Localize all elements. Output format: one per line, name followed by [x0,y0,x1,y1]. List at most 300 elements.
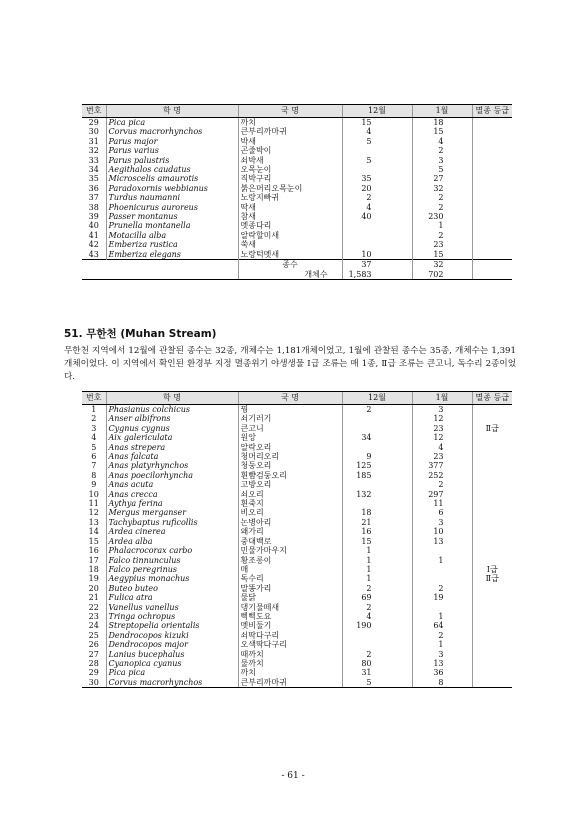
january-count: 1 [412,221,472,230]
row-number: 19 [88,574,99,584]
scientific-name: Cygnus cygnus [106,424,238,433]
december-count: 1 [342,546,412,555]
row-number: 23 [88,611,99,621]
korean-name: 멧비둘기 [238,621,342,630]
korean-name: 까치 [238,118,342,128]
scientific-name: Falco tinnunculus [106,556,238,565]
endangered-grade [472,156,512,165]
korean-name: 오목눈이 [238,165,342,174]
endangered-grade [472,631,512,640]
row-number: 6 [91,452,97,462]
january-count: 32 [412,184,472,193]
row-number: 8 [91,470,97,480]
row-number: 1 [91,405,97,414]
january-count: 230 [412,212,472,221]
december-count: 2 [342,193,412,202]
table-row [82,518,512,527]
table-header-row [82,105,512,118]
table-row [82,433,512,442]
january-count [412,603,472,612]
january-count [412,574,472,583]
table-row [82,650,512,659]
table-row [82,621,512,630]
row-number: 39 [88,212,99,222]
january-count: 1 [412,612,472,621]
table-row [82,184,512,193]
december-count: 1 [342,574,412,583]
january-count: 12 [412,414,472,423]
december-count: 125 [342,461,412,470]
endangered-grade [472,433,512,442]
scientific-name: Corvus macrorhynchos [106,127,238,136]
scientific-name: Fulica atra [106,593,238,602]
korean-name: 청머리오리 [238,452,342,461]
january-count: 4 [412,443,472,452]
row-number: 16 [88,546,99,556]
table-row [82,584,512,593]
endangered-grade [472,452,512,461]
row-number: 43 [88,249,99,259]
scientific-name: Anas poecilorhyncha [106,471,238,480]
endangered-grade [472,499,512,508]
table-row [82,499,512,508]
korean-name: 오색딱다구리 [238,640,342,649]
january-count: 13 [412,537,472,546]
korean-name: 붉은머리오목눈이 [238,184,342,193]
row-number: 35 [88,174,99,184]
scientific-name: Aegypius monachus [106,574,238,583]
december-count: 5 [342,678,412,688]
december-count [342,414,412,423]
row-number: 30 [88,127,99,137]
january-count: 23 [412,452,472,461]
scientific-name: Vanellus vanellus [106,603,238,612]
row-number: 21 [88,593,99,603]
table-row [82,480,512,489]
december-count [342,631,412,640]
december-count: 34 [342,433,412,442]
table-row [82,443,512,452]
table-row [82,678,512,688]
korean-name: 흰뺨검둥오리 [238,471,342,480]
scientific-name: Ardea alba [106,537,238,546]
scientific-name: Anser albifrons [106,414,238,423]
korean-name: 말똥가리 [238,584,342,593]
table-row [82,174,512,183]
endangered-grade [472,603,512,612]
species-table-1 [82,104,512,280]
january-count: 2 [412,231,472,240]
january-count: 2 [412,193,472,202]
endangered-grade [472,461,512,470]
endangered-grade [472,405,512,415]
scientific-name: Dendrocopos kizuki [106,631,238,640]
december-count: 18 [342,508,412,517]
january-count: 6 [412,508,472,517]
korean-name: 쑥새 [238,240,342,249]
col-header-december: 12월 [342,105,412,118]
korean-name: 황조롱이 [238,556,342,565]
january-count: 23 [412,240,472,249]
endangered-grade [472,640,512,649]
december-count: 10 [342,250,412,260]
scientific-name: Phalacrocorax carbo [106,546,238,555]
row-number: 38 [88,202,99,212]
col-header-number: 번호 [82,105,106,118]
december-count: 4 [342,612,412,621]
table-row [82,146,512,155]
row-number: 29 [88,668,99,678]
row-number: 32 [88,146,99,156]
scientific-name: Anas falcata [106,452,238,461]
scientific-name: Passer montanus [106,212,238,221]
korean-name: 매 [238,565,342,574]
korean-name: 곤줄박이 [238,146,342,155]
korean-name: 민물가마우지 [238,546,342,555]
row-number: 2 [91,414,97,424]
korean-name: 중대백로 [238,537,342,546]
january-count: 2 [412,203,472,212]
table-row [82,490,512,499]
korean-name: 논병아리 [238,518,342,527]
scientific-name: Turdus naumanni [106,193,238,202]
december-count: 80 [342,659,412,668]
scientific-name: Tachybaptus ruficollis [106,518,238,527]
january-count: 8 [412,678,472,688]
january-count: 13 [412,659,472,668]
january-count [412,546,472,555]
december-count: 5 [342,137,412,146]
scientific-name: Motacilla alba [106,231,238,240]
endangered-grade [472,537,512,546]
korean-name: 큰부리까마귀 [238,127,342,136]
january-count: 2 [412,146,472,155]
december-count: 185 [342,471,412,480]
endangered-grade [472,480,512,489]
korean-name: 참새 [238,212,342,221]
december-count [342,640,412,649]
december-count: 4 [342,203,412,212]
scientific-name: Falco peregrinus [106,565,238,574]
scientific-name: Aythya ferina [106,499,238,508]
scientific-name: Emberiza elegans [106,250,238,260]
endangered-grade [472,668,512,677]
scientific-name: Ardea cinerea [106,527,238,536]
row-number: 36 [88,183,99,193]
korean-name: 흰죽지 [238,499,342,508]
korean-name: 비오리 [238,508,342,517]
korean-name: 왜가리 [238,527,342,536]
korean-name: 알락오리 [238,443,342,452]
row-number: 22 [88,602,99,612]
january-count: 18 [412,118,472,128]
korean-name: 꿩 [238,405,342,415]
december-count: 5 [342,156,412,165]
col-header-number: 번호 [82,392,106,405]
korean-name: 청둥오리 [238,461,342,470]
endangered-grade [472,490,512,499]
table-row [82,137,512,146]
december-count: 4 [342,127,412,136]
col-header-korean-name: 국 명 [238,105,342,118]
endangered-grade [472,184,512,193]
col-header-scientific-name: 학 명 [106,105,238,118]
table-row [82,612,512,621]
endangered-grade [472,137,512,146]
december-count: 132 [342,490,412,499]
december-count [342,146,412,155]
january-count: 27 [412,174,472,183]
endangered-grade [472,593,512,602]
january-count: 5 [412,165,472,174]
row-number: 34 [88,165,99,175]
endangered-grade: Ⅰ급 [472,565,512,574]
table-row [82,471,512,480]
endangered-grade [472,203,512,212]
table-row [82,527,512,536]
section-paragraph: 무한천 지역에서 12월에 관찰된 종수는 32종, 개체수는 1,181개체이었고, 1월에 관찰된 종수는 35종, 개체수는 1,391개체이었다. 이 지역에서 확인된 환경부 지정 멸종위기 야생생물 Ⅰ급 조류는 매 1종, Ⅱ급 조류는 큰고니, 독수리 2종이었다. [64,346,516,382]
endangered-grade [472,527,512,536]
korean-name: 물까치 [238,659,342,668]
row-number: 42 [88,240,99,250]
december-count: 9 [342,452,412,461]
korean-name: 알락할미새 [238,231,342,240]
december-count: 1 [342,565,412,574]
col-header-january: 1월 [412,105,472,118]
january-count: 1 [412,556,472,565]
table-row [82,203,512,212]
endangered-grade [472,221,512,230]
scientific-name: Parus palustris [106,156,238,165]
row-number: 29 [88,118,99,127]
endangered-grade [472,212,512,221]
scientific-name: Phasianus colchicus [106,405,238,415]
row-number: 11 [88,499,99,509]
endangered-grade [472,546,512,555]
december-count: 15 [342,118,412,128]
table-row [82,221,512,230]
endangered-grade [472,443,512,452]
january-count: 19 [412,593,472,602]
table-row [82,574,512,583]
row-number: 30 [82,678,106,688]
table-row [82,546,512,555]
row-number: 41 [88,230,99,240]
row-number: 26 [88,640,99,650]
row-number: 9 [91,480,97,490]
table-row [82,603,512,612]
endangered-grade [472,678,512,688]
endangered-grade [472,231,512,240]
scientific-name: Mergus merganser [106,508,238,517]
individuals-count-january: 702 [412,270,472,280]
january-count: 1 [412,640,472,649]
january-count: 12 [412,433,472,442]
endangered-grade: Ⅱ급 [472,574,512,583]
december-count [342,221,412,230]
scientific-name: Pica pica [106,118,238,128]
endangered-grade [472,240,512,249]
col-header-january: 1월 [412,392,472,405]
table-row [82,452,512,461]
table-row [82,165,512,174]
endangered-grade: Ⅱ급 [472,424,512,433]
korean-name: 댕기물떼새 [238,603,342,612]
species-count-row [82,260,512,270]
scientific-name: Streptopelia orientalis [106,621,238,630]
table-row [82,668,512,677]
endangered-grade [472,621,512,630]
row-number: 5 [91,442,97,452]
table-row [82,537,512,546]
scientific-name: Prunella montanella [106,221,238,230]
january-count: 2 [412,631,472,640]
col-header-korean-name: 국 명 [238,392,342,405]
korean-name: 큰고니 [238,424,342,433]
table-header-row [82,392,512,405]
december-count: 2 [342,650,412,659]
korean-name: 고방오리 [238,480,342,489]
december-count: 1 [342,556,412,565]
korean-name: 쇠박새 [238,156,342,165]
table-row [82,405,512,415]
row-number: 25 [88,630,99,640]
scientific-name: Emberiza rustica [106,240,238,249]
korean-name: 큰부리까마귀 [238,678,342,688]
endangered-grade [472,414,512,423]
korean-name: 노랑지빠귀 [238,193,342,202]
scientific-name: Parus major [106,137,238,146]
row-number: 18 [88,564,99,574]
scientific-name: Anas strepera [106,443,238,452]
table-row [82,556,512,565]
scientific-name: Anas crecca [106,490,238,499]
january-count: 3 [412,156,472,165]
december-count: 2 [342,405,412,415]
january-count: 3 [412,650,472,659]
individuals-count-december: 1,583 [342,270,412,280]
december-count: 190 [342,621,412,630]
scientific-name: Lanius bucephalus [106,650,238,659]
species-count-label: 종수 [238,260,342,270]
table-row [82,593,512,602]
january-count: 252 [412,471,472,480]
scientific-name: Aegithalos caudatus [106,165,238,174]
december-count: 15 [342,537,412,546]
section-title: 51. 무한천 (Muhan Stream) [64,328,217,340]
korean-name: 때까치 [238,650,342,659]
row-number: 31 [88,136,99,146]
table-row [82,414,512,423]
december-count: 21 [342,518,412,527]
table-row [82,461,512,470]
january-count: 64 [412,621,472,630]
scientific-name: Aix galericulata [106,433,238,442]
december-count: 40 [342,212,412,221]
january-count: 3 [412,518,472,527]
scientific-name: Paradoxornis webbianus [106,184,238,193]
december-count [342,443,412,452]
endangered-grade [472,165,512,174]
december-count: 16 [342,527,412,536]
korean-name: 독수리 [238,574,342,583]
january-count: 15 [412,127,472,136]
row-number: 27 [88,649,99,659]
january-count: 297 [412,490,472,499]
col-header-grade: 멸종 등급 [472,105,512,118]
december-count: 20 [342,184,412,193]
row-number: 24 [88,621,99,631]
korean-name: 멧종다리 [238,221,342,230]
endangered-grade [472,118,512,128]
species-count-december: 37 [342,260,412,270]
january-count: 36 [412,668,472,677]
row-number: 14 [88,527,99,537]
january-count: 377 [412,461,472,470]
december-count: 2 [342,584,412,593]
individuals-count-row [82,270,512,280]
korean-name: 박새 [238,137,342,146]
scientific-name: Microscelis amaurotis [106,174,238,183]
endangered-grade [472,584,512,593]
december-count: 69 [342,593,412,602]
korean-name: 까치 [238,668,342,677]
row-number: 15 [88,536,99,546]
korean-name: 삑삑도요 [238,612,342,621]
january-count: 15 [412,250,472,260]
endangered-grade [472,650,512,659]
row-number: 20 [88,583,99,593]
december-count [342,424,412,433]
table-row [82,640,512,649]
endangered-grade [472,612,512,621]
december-count: 35 [342,174,412,183]
korean-name: 노랑턱멧새 [238,250,342,260]
scientific-name: Anas acuta [106,480,238,489]
january-count: 23 [412,424,472,433]
table-row [82,424,512,433]
december-count [342,231,412,240]
endangered-grade [472,471,512,480]
endangered-grade [472,508,512,517]
endangered-grade [472,659,512,668]
row-number: 40 [88,221,99,231]
december-count: 2 [342,603,412,612]
korean-name: 쇠딱다구리 [238,631,342,640]
col-header-scientific-name: 학 명 [106,392,238,405]
scientific-name: Buteo buteo [106,584,238,593]
korean-name: 쇠오리 [238,490,342,499]
korean-name: 원앙 [238,433,342,442]
scientific-name: Anas platyrhynchos [106,461,238,470]
endangered-grade [472,127,512,136]
table-row [82,631,512,640]
endangered-grade [472,250,512,260]
endangered-grade [472,556,512,565]
january-count: 10 [412,527,472,536]
table-row [82,127,512,136]
row-number: 7 [91,461,97,471]
endangered-grade [472,174,512,183]
row-number: 28 [88,658,99,668]
scientific-name: Tringa ochropus [106,612,238,621]
january-count: 3 [412,405,472,415]
row-number: 3 [91,423,97,433]
row-number: 4 [91,433,97,443]
december-count [342,165,412,174]
scientific-name: Corvus macrorhynchos [106,678,238,688]
january-count [412,565,472,574]
